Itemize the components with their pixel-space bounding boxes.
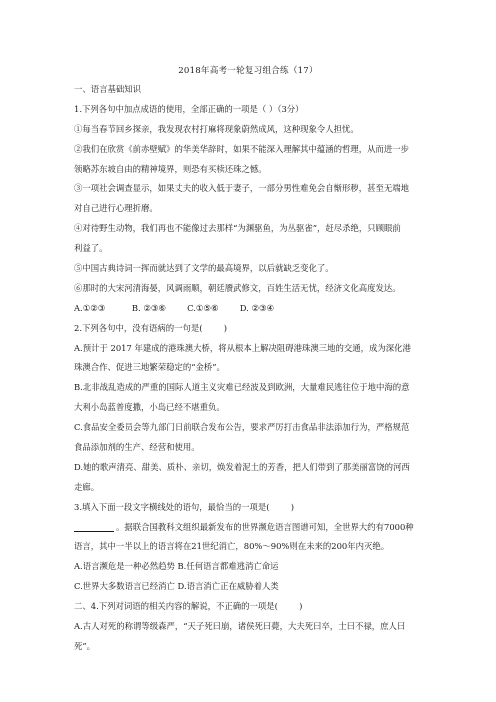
q4-option-a: A.古人对死的称谓等级森严，“天子死曰崩，诸侯死曰薨，大夫死曰卒，士曰不禄，庶人曰 (74, 621, 406, 632)
q3-options-cd: C.世界大多数语言已经消亡 D.语言消亡正在威胁着人类 (74, 581, 279, 592)
q2-option-a: A.预计于 2017 年建成的港珠澳大桥，将从根本上解决阻碍港珠澳三地的交通，成为深化港 (74, 342, 411, 353)
sentence-4-cont: 利益了。 (74, 243, 108, 254)
question-4: 二、4.下列对词语的相关内容的解说，不正确的一项是( ) (74, 601, 303, 612)
document-title: 2018年高考一轮复习组合练（17） (178, 66, 318, 76)
sentence-3: ③一项社会调查显示，如果丈夫的收入低于妻子，一部分男性难免会自惭形秽，甚至无端地 (74, 183, 409, 194)
q2-option-a-cont: 珠澳合作、促进三地繁荣稳定的“金桥”。 (74, 362, 225, 373)
sentence-1: ①每当春节回乡探亲，我发现农村打麻将现象蔚然成风，这种现象令人担忧。 (74, 123, 359, 134)
section-heading: 一、语言基础知识 (74, 84, 141, 94)
q2-option-d-cont: 走廊。 (74, 481, 100, 492)
q4-option-a-cont: 死”。 (74, 640, 96, 651)
q3-passage-text: 。据联合国教科文组织最新发布的世界濒危语言图谱可知，全世界大约有7000种 (116, 521, 414, 532)
question-1-options: A.①②③ B. ②③⑥ C.①⑤⑥ D. ②③④ (74, 302, 275, 313)
question-1: 1.下列各句中加点成语的使用，全部正确的一项是（ ）（3分） (74, 103, 304, 114)
question-3: 3.填入下面一段文字横线处的语句，最恰当的一项是( ) (74, 501, 295, 512)
document-body (74, 84, 426, 661)
q3-passage-cont: 语言，其中一半以上的语言将在21世纪消亡，80%～90%则在未来的200年内灭绝。 (74, 541, 390, 552)
fill-in-blank (74, 523, 114, 532)
q2-option-c: C.食品安全委员会等九部门日前联合发布公告，要求严厉打击食品非法添加行为，严格规范 (74, 422, 410, 433)
sentence-6: ⑥那时的大宋河清海晏，风调雨顺，朝廷餍武修文，百姓生活无忧，经济文化高度发达。 (74, 282, 401, 293)
q2-option-c-cont: 食品添加剂的生产、经营和使用。 (74, 442, 200, 453)
q3-options-ab: A.语言濒危是一种必然趋势 B.任何语言都难逃消亡命运 (74, 561, 279, 572)
sentence-4: ④对待野生动物，我们再也不能像过去那样“为渊驱鱼，为丛驱雀”，赶尽杀绝，只顾眼前 (74, 223, 401, 234)
sentence-2-cont: 领略苏东坡自由的精神境界，则恐有买椟还珠之憾。 (74, 163, 267, 174)
q2-option-b-cont: 大利小岛蓝普度撒，小岛已经不堪重负。 (74, 402, 225, 413)
question-2: 2.下列各句中，没有语病的一句是( ) (74, 322, 228, 333)
sentence-3-cont: 对自己进行心理折磨。 (74, 203, 158, 214)
q2-option-b: B.北非战乱造成的严重的国际人道主义灾难已经波及到欧洲，大量难民逃往位于地中海的意 (74, 382, 410, 393)
sentence-2: ②我们在欣赏《前赤壁赋》的华美华辞时，如果不能深入理解其中蕴涵的哲理，从而进一步 (74, 143, 409, 154)
q2-option-d: D.她的歌声清亮、甜美、质朴、亲切，焕发着泥土的芳香，把人们带到了那美丽富饶的河西 (74, 461, 410, 472)
q3-passage (74, 522, 426, 532)
sentence-5: ⑤中国古典诗词一挥而就达到了文学的最高境界，以后就缺乏变化了。 (74, 263, 334, 274)
